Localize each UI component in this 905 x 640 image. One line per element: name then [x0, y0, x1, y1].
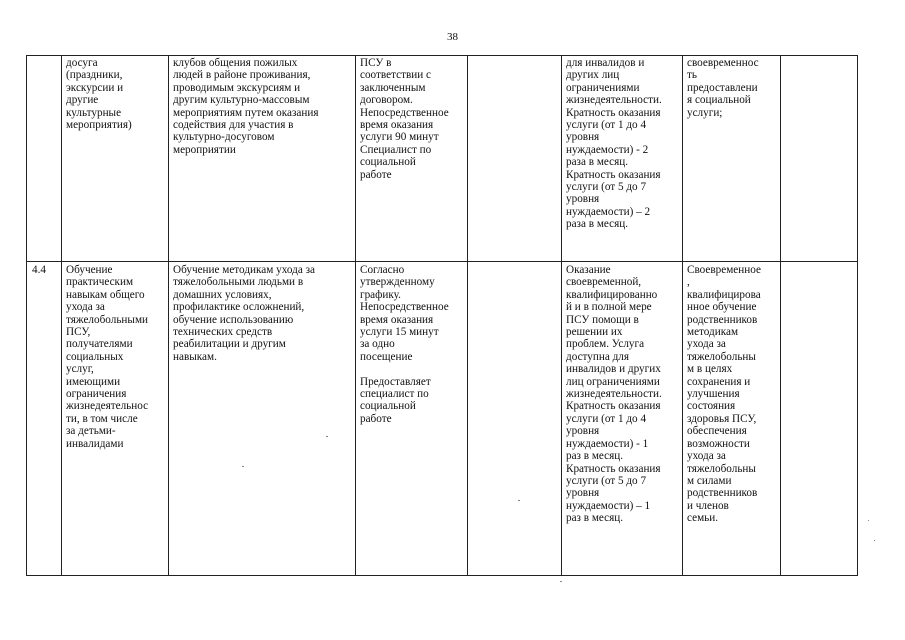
table-border-bottom	[26, 575, 858, 576]
row2-service-name: Обучение практическим навыкам общего ухода за тяжелобольными ПСУ, получателями социальных услуг, имеющими ограничения жизнедеятельнос ти, в том числе за детьми- инвалидами	[66, 264, 149, 450]
column-divider	[561, 55, 562, 576]
row1-service-name: досуга (праздники, экскурсии и другие культурные мероприятия)	[66, 57, 132, 132]
scan-speck	[560, 581, 562, 582]
row1-service-description: клубов общения пожилых людей в районе проживания, проводимым экскурсиям и другим культурно-массовым мероприятиям путем оказания содействия для участия в культурно-досуговом мероприятии	[173, 57, 319, 156]
row2-number: 4.4	[32, 264, 46, 276]
row1-service-terms: ПСУ в соответствии с заключенным договором. Непосредственное время оказания услуги 90 минут Специалист по социальной работе	[360, 57, 449, 181]
table-border-top	[26, 55, 858, 56]
scan-speck	[518, 500, 520, 501]
scan-speck	[874, 540, 875, 541]
column-divider	[682, 55, 683, 576]
column-divider	[168, 55, 169, 576]
column-divider	[780, 55, 781, 576]
scan-speck	[242, 466, 244, 467]
scan-speck	[868, 520, 869, 521]
row1-service-conditions: для инвалидов и других лиц ограничениями жизнедеятельности. Кратность оказания услуги (от 1 до 4 уровня нуждаемости) - 2 раза в месяц. Кратность оказания услуги (от 5 до 7 уровня нуждаемости) – 2 раза в месяц.	[566, 57, 662, 231]
scan-speck	[326, 436, 328, 437]
row2-service-terms: Согласно утвержденному графику. Непосредственное время оказания услуги 15 минут за одно посещение Предоставляет специалист по социальной работе	[360, 264, 449, 425]
column-divider	[467, 55, 468, 576]
row-divider	[26, 261, 858, 262]
table-border-right	[857, 55, 858, 576]
row2-service-results: Своевременное , квалифицирова нное обучение родственников методикам ухода за тяжелобольны м в целях сохранения и улучшения состояния здоровья ПСУ, обеспечения возможности ухода за тяжелобольны м силами родственников и членов семьи.	[687, 264, 761, 525]
column-divider	[355, 55, 356, 576]
row2-service-description: Обучение методикам ухода за тяжелобольными людьми в домашних условиях, профилактике осложнений, обучение использованию технических средств реабилитации и другим навыкам.	[173, 264, 315, 363]
page-number: 38	[447, 31, 458, 43]
row1-service-results: своевременнос ть предоставлени я социальной услуги;	[687, 57, 759, 119]
table-border-left	[26, 55, 27, 576]
column-divider	[61, 55, 62, 576]
row2-service-conditions: Оказание своевременной, квалифицированно й и в полной мере ПСУ помощи в решении их проблем. Услуга доступна для инвалидов и других лиц ограничениями жизнедеятельности. Кратность оказания услуги (от 1 до 4 уровня нуждаемости) - 1 раз в месяц. Кратность оказания услуги (от 5 до 7 уровня нуждаемости) – 1 раз в месяц.	[566, 264, 662, 525]
